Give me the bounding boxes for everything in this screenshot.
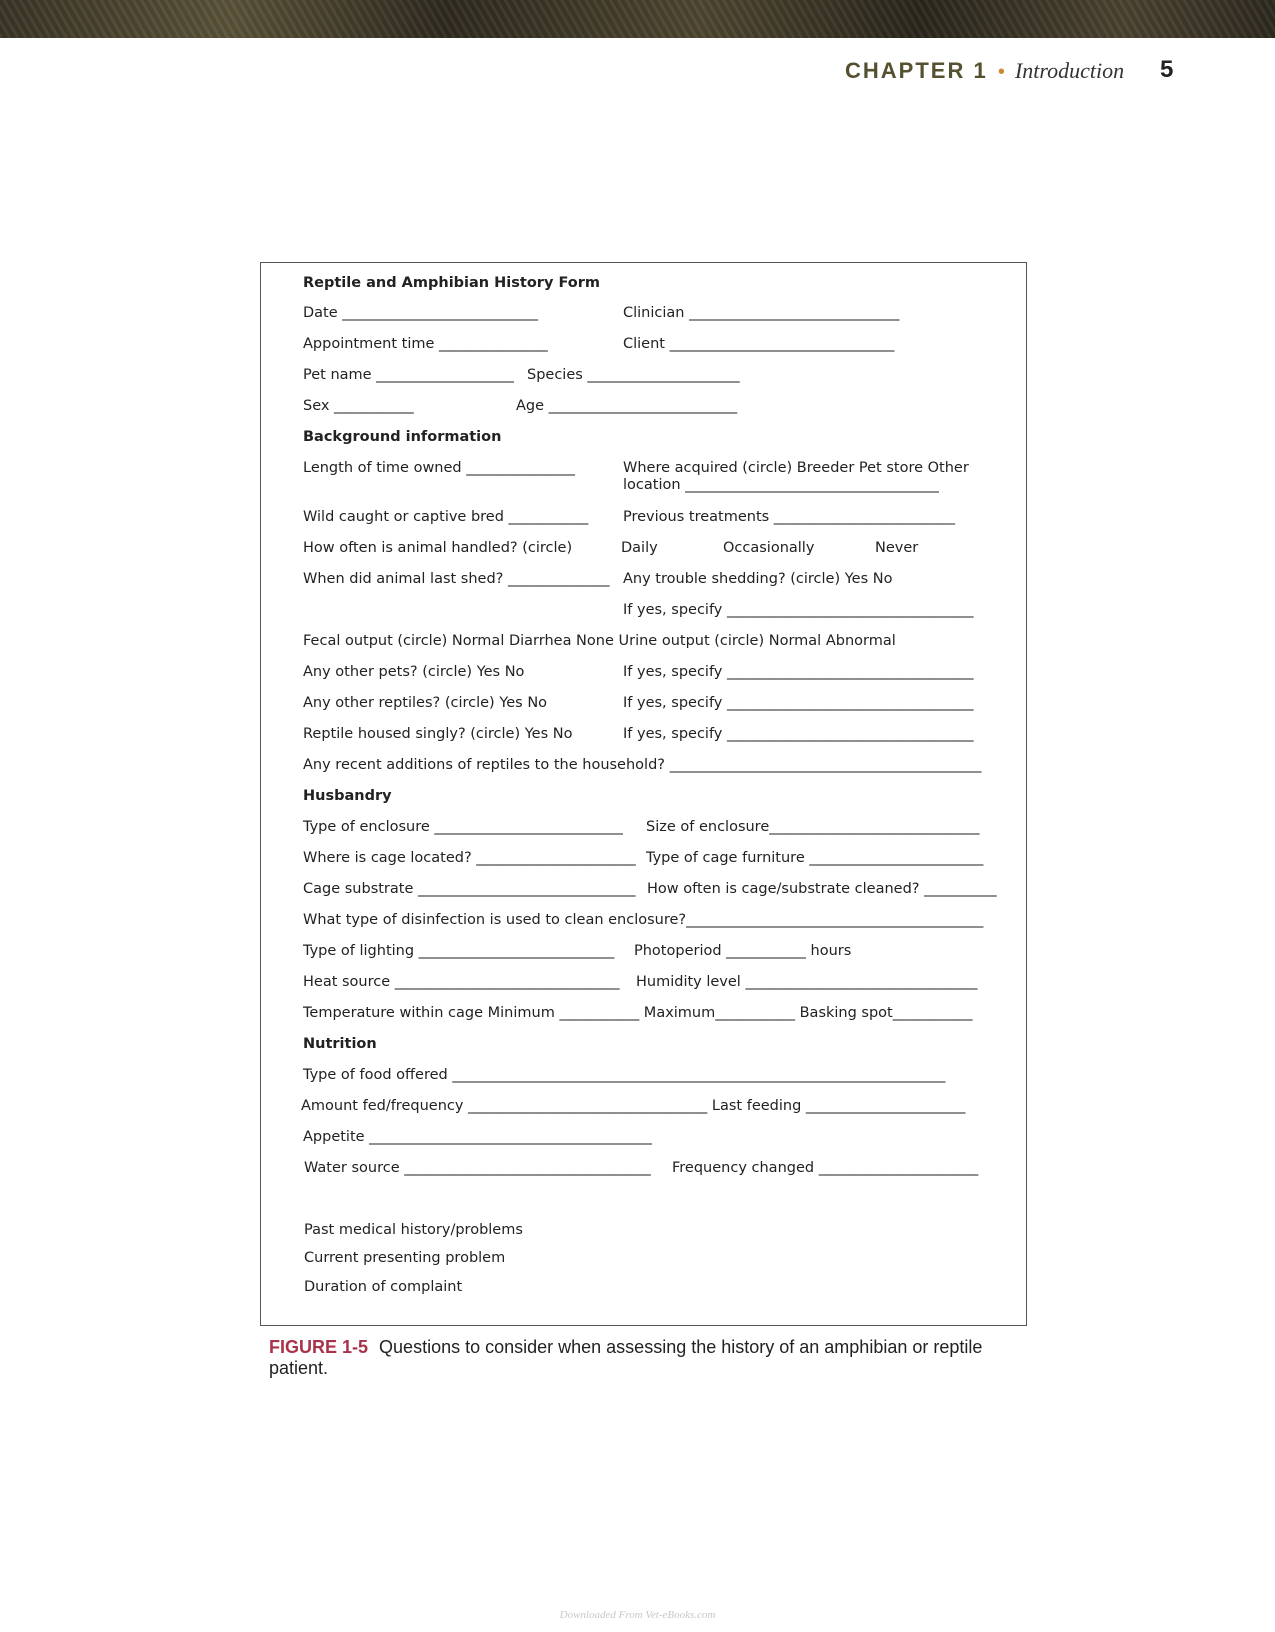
disinfection-field: What type of disinfection is used to clean enclosure?_________________________________________ [303,912,984,928]
trouble-shedding-field: Any trouble shedding? (circle) Yes No [623,571,893,587]
figure-caption-text: Questions to consider when assessing the history of an amphibian or reptile patient. [269,1337,983,1378]
form-title: Reptile and Amphibian History Form [303,275,600,291]
reptiles-specify-field: If yes, specify __________________________________ [623,695,974,711]
husbandry-heading: Husbandry [303,788,392,804]
handled-occasionally: Occasionally [723,540,815,556]
header-photo-band [0,0,1275,38]
cage-located-field: Where is cage located? ______________________ [303,850,636,866]
client-field: Client _______________________________ [623,336,895,352]
nutrition-heading: Nutrition [303,1036,377,1052]
appetite-field: Appetite _______________________________________ [303,1129,652,1145]
sex-field: Sex ___________ [303,398,414,414]
frequency-changed-field: Frequency changed ______________________ [672,1160,979,1176]
past-history-label: Past medical history/problems [304,1222,523,1238]
page-number: 5 [1160,56,1174,83]
substrate-cleaned-field: How often is cage/substrate cleaned? __________ [647,881,997,897]
where-acquired-field: Where acquired (circle) Breeder Pet store Other [623,460,969,476]
bullet-separator: • [997,61,1005,83]
wild-caught-field: Wild caught or captive bred ___________ [303,509,589,525]
other-pets-field: Any other pets? (circle) Yes No [303,664,525,680]
figure-label: FIGURE 1-5 [269,1337,369,1357]
length-owned-field: Length of time owned _______________ [303,460,575,476]
size-enclosure-field: Size of enclosure_____________________________ [646,819,980,835]
humidity-field: Humidity level ________________________________ [636,974,978,990]
water-source-field: Water source __________________________________ [304,1160,651,1176]
last-shed-field: When did animal last shed? ______________ [303,571,610,587]
chapter-title: Introduction [1014,58,1125,83]
chapter-label: CHAPTER 1 [845,58,988,83]
appointment-time-field: Appointment time _______________ [303,336,548,352]
previous-treatments-field: Previous treatments _________________________ [623,509,956,525]
handled-never: Never [875,540,919,556]
background-heading: Background information [303,429,502,445]
pet-name-field: Pet name ___________________ [303,367,514,383]
housed-specify-field: If yes, specify __________________________________ [623,726,974,742]
photoperiod-field: Photoperiod ___________ hours [634,943,852,959]
history-form [260,262,1027,1326]
date-field: Date ___________________________ [303,305,539,321]
type-enclosure-field: Type of enclosure __________________________ [303,819,623,835]
handled-question: How often is animal handled? (circle) [303,540,573,556]
type-food-field: Type of food offered ____________________________________________________________________ [303,1067,946,1083]
download-watermark: Downloaded From Vet-eBooks.com [559,1609,716,1621]
recent-additions-field: Any recent additions of reptiles to the household? ___________________________________________ [303,757,982,773]
cage-substrate-field: Cage substrate ______________________________ [303,881,636,897]
heat-source-field: Heat source _______________________________ [303,974,620,990]
handled-daily: Daily [621,540,658,556]
location-field: location ___________________________________ [623,477,939,493]
output-field: Fecal output (circle) Normal Diarrhea None Urine output (circle) Normal Abnormal [303,633,896,649]
shedding-specify-field: If yes, specify __________________________________ [623,602,974,618]
current-problem-label: Current presenting problem [304,1250,506,1266]
duration-label: Duration of complaint [304,1279,463,1295]
amount-fed-field: Amount fed/frequency _________________________________ Last feeding ______________________ [301,1098,966,1114]
age-field: Age __________________________ [516,398,738,414]
temperature-field: Temperature within cage Minimum ___________ Maximum___________ Basking spot___________ [303,1005,973,1021]
cage-furniture-field: Type of cage furniture ________________________ [646,850,984,866]
figure-caption [269,1337,1029,1379]
housed-singly-field: Reptile housed singly? (circle) Yes No [303,726,573,742]
clinician-field: Clinician _____________________________ [623,305,900,321]
type-lighting-field: Type of lighting ___________________________ [303,943,615,959]
species-field: Species _____________________ [527,367,740,383]
pets-specify-field: If yes, specify __________________________________ [623,664,974,680]
other-reptiles-field: Any other reptiles? (circle) Yes No [303,695,548,711]
running-head [845,58,1124,84]
